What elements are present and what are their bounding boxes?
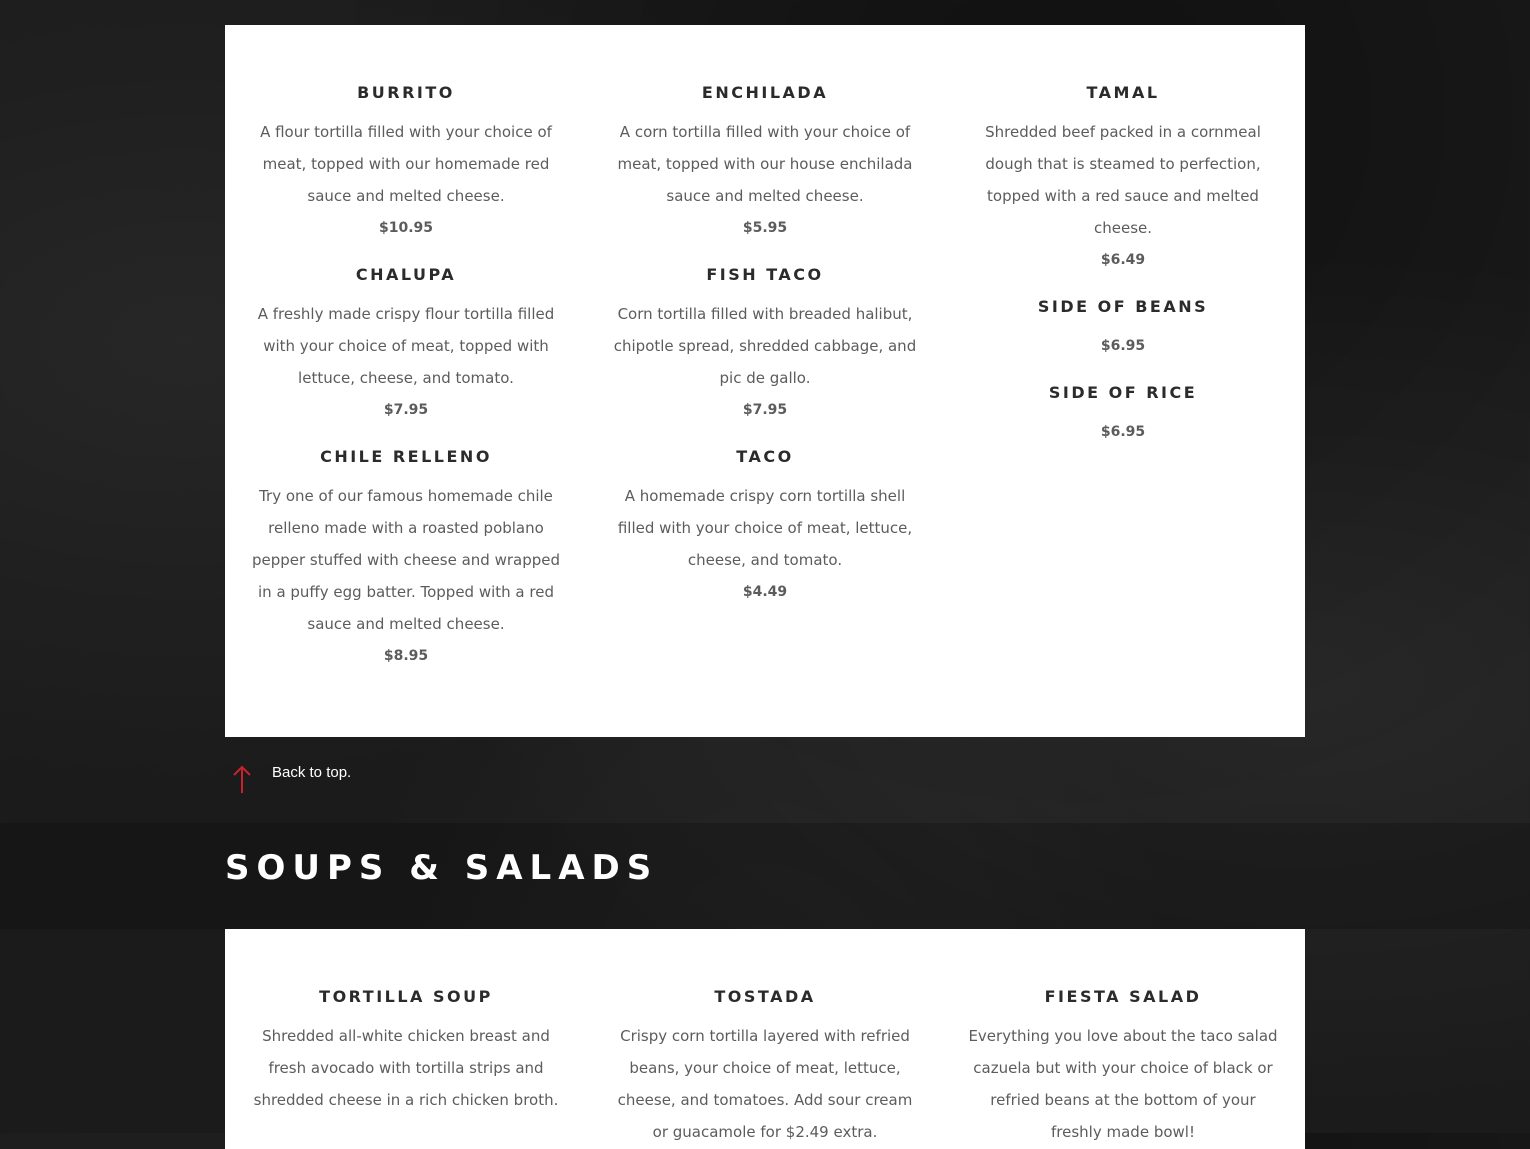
arrow-up-icon	[232, 763, 252, 793]
menu-item-description: Crispy corn tortilla layered with refried beans, your choice of meat, lettuce, cheese, and tomatoes. Add sour cream or guacamole for $2.49 extra.	[617, 1027, 913, 1141]
menu-item-price: $7.95	[742, 402, 788, 418]
menu-item-tostada	[610, 987, 920, 1148]
menu-item-price: $5.95	[742, 220, 788, 236]
menu-item-name: ENCHILADA	[701, 83, 829, 102]
menu-item-price: $10.95	[378, 220, 434, 236]
menu-item-name: TOSTADA	[714, 987, 816, 1006]
menu-column-3	[968, 83, 1278, 469]
menu-item-burrito	[251, 83, 561, 244]
menu-item-name: FISH TACO	[706, 265, 824, 284]
menu-item-taco	[610, 447, 920, 608]
menu-item-description: Shredded beef packed in a cornmeal dough that is steamed to perfection, topped with a red sauce and melted cheese.	[985, 123, 1261, 237]
back-to-top-link[interactable]	[232, 760, 351, 796]
back-to-top-label: Back to top.	[272, 763, 352, 781]
menu-item-fish-taco	[610, 265, 920, 426]
menu-item-chalupa	[251, 265, 561, 426]
menu-item-name: BURRITO	[357, 83, 455, 102]
menu-item-chile-relleno	[251, 447, 561, 672]
menu-item-name: CHILE RELLENO	[320, 447, 492, 466]
menu-item-name: FIESTA SALAD	[1044, 987, 1202, 1006]
menu-item-description: Everything you love about the taco salad cazuela but with your choice of black or refried beans at the bottom of your freshly made bowl!	[968, 1027, 1278, 1141]
menu-item-price: $6.95	[1100, 424, 1146, 440]
menu-item-price: $6.95	[1100, 338, 1146, 354]
menu-item-tamal	[968, 83, 1278, 276]
menu-item-description: Shredded all-white chicken breast and fresh avocado with tortilla strips and shredded cheese in a rich chicken broth.	[253, 1027, 559, 1109]
menu-item-name: TACO	[736, 447, 794, 466]
menu-item-side-of-beans	[968, 297, 1278, 362]
menu-item-description: A flour tortilla filled with your choice of meat, topped with our homemade red sauce and melted cheese.	[260, 123, 552, 205]
menu-item-description: A corn tortilla filled with your choice of meat, topped with our house enchilada sauce and melted cheese.	[617, 123, 913, 205]
menu-column-1	[251, 83, 561, 693]
menu-item-name: CHALUPA	[355, 265, 457, 284]
menu-item-price: $8.95	[383, 648, 429, 664]
menu-item-name: TAMAL	[1086, 83, 1160, 102]
menu-item-price: $4.49	[742, 584, 788, 600]
entrees-card	[225, 25, 1305, 737]
menu-item-description: Try one of our famous homemade chile relleno made with a roasted poblano pepper stuffed with cheese and wrapped in a puffy egg batter. Topped with a red sauce and melted cheese.	[251, 487, 561, 633]
menu-item-side-of-rice	[968, 383, 1278, 448]
menu-item-description: A freshly made crispy flour tortilla filled with your choice of meat, topped with lettuce, cheese, and tomato.	[257, 305, 555, 387]
menu-item-name: SIDE OF BEANS	[1037, 297, 1209, 316]
menu-column-2	[610, 83, 920, 629]
menu-item-description: Corn tortilla filled with breaded halibut, chipotle spread, shredded cabbage, and pic de gallo.	[613, 305, 917, 387]
soups-salads-card	[225, 929, 1305, 1149]
menu-item-enchilada	[610, 83, 920, 244]
menu-item-tortilla-soup	[251, 987, 561, 1116]
menu-item-price: $7.95	[383, 402, 429, 418]
menu-item-fiesta-salad	[968, 987, 1278, 1148]
menu-item-price: $6.49	[1100, 252, 1146, 268]
menu-item-description: A homemade crispy corn tortilla shell filled with your choice of meat, lettuce, cheese, and tomato.	[617, 487, 913, 569]
menu-item-name: TORTILLA SOUP	[319, 987, 493, 1006]
menu-item-name: SIDE OF RICE	[1048, 383, 1198, 402]
section-title-soups-salads: SOUPS & SALADS	[225, 848, 659, 888]
